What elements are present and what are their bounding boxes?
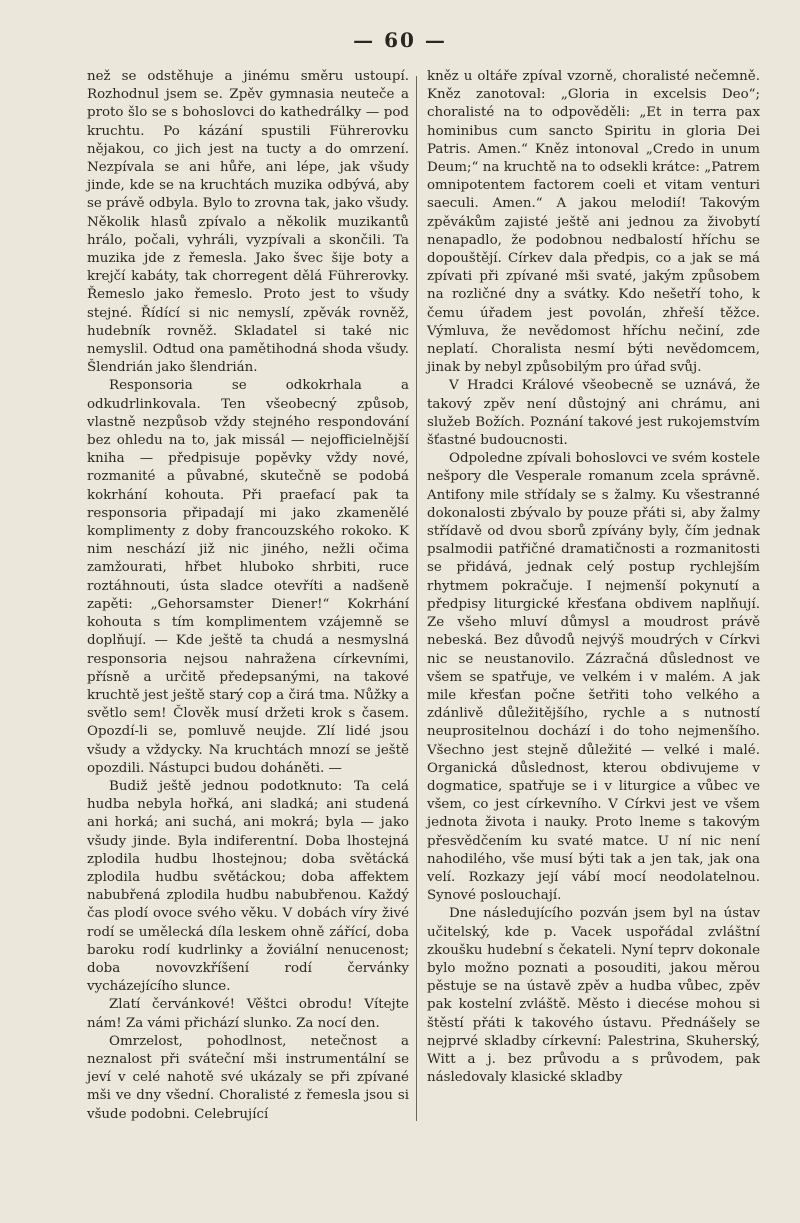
right-column <box>427 68 760 1087</box>
paragraph: Budiž ještě jednou podotknuto: Ta celá hudba nebyla hořká, ani sladká; ani studená ani horká; ani suchá, ani mokrá; byla — jako všudy jinde. Byla indiferentní. Doba lhostejná zplodila hudbu lhostejnou; doba světácká zplodila hudbu světáckou; doba affektem nabubřená zplodila hudbu nabubřenou. Každý čas plodí ovoce svého věku. V dobách víry živé rodí se umělecká díla leskem ohně zářící, doba baroku rodí kudrlinky a žoviální nenucenost; doba novovzkříšení rodí červánky vycházejícího slunce. <box>87 778 409 995</box>
paragraph: V Hradci Králové všeobecně se uznává, že takový zpěv není důstojný ani chrámu, ani služeb Božích. Poznání takové jest rukojemstvím šťastné budoucnosti. <box>427 378 760 449</box>
left-column <box>87 68 409 1124</box>
paragraph: Odpoledne zpívali bohoslovci ve svém kostele nešpory dle Vesperale romanum zcela správně. Antifony mile střídaly se s žalmy. Ku všestranné dokonalosti zbývalo by pouze přáti si, aby žalmy střídavě od dvou sborů zpívány byly, čím jednak psalmodii patřičné dramatičnosti a rozmanitosti se přidává, jednak celý postup rychlejším rhytmem pokračuje. I nejmenší pokynutí a předpisy liturgické křesťana obdivem naplňují. Ze všeho mluví důmysl a moudrost právě nebeská. Bez důvodů nejvýš moudrých v Církvi nic se neustanovilo. Zázračná důslednost ve všem se spatřuje, ve velkém i v malém. A jak mile křesťan počne šetřiti toho velkého a zdánlivě důležitějšího, rychle a s nutností neuprositelnou dochází i do toho nejmenšího. Všechno jest stejně důležité — velké i malé. Organická důslednost, kterou obdivujeme v dogmatice, spatřuje se i v liturgice a vůbec ve všem, co jest církevního. V Církvi jest ve všem jednota života i nauky. Proto lneme s takovým přesvědčením ku svaté matce. U ní nic není nahodilého, vše musí býti tak a jen tak, jak ona velí. Rozkazy její vábí mocí neodolatelnou. Synové poslouchají. <box>427 451 760 904</box>
page-number: — 60 — <box>353 28 447 52</box>
paragraph: Zlatí červánkové! Věštci obrodu! Vítejte nám! Za vámi přichází slunko. Za nocí den. <box>87 997 409 1031</box>
column-divider <box>416 76 417 1121</box>
paragraph: kněz u oltáře zpíval vzorně, choralisté nečemně. Kněz zanotoval: „Gloria in excelsis Deo“; choralisté na to odpověděli: „Et in terra pax hominibus cum sancto Spiritu in gloria Dei Patris. Amen.“ Kněz intonoval „Credo in unum Deum;“ na kruchtě na to odsekli krátce: „Patrem omnipotentem factorem coeli et vitam venturi saeculi. Amen.“ A jakou melodií! Takovým zpěvákům zajisté ještě ani jednou za živobytí nenapadlo, že podobnou nedbalostí hříchu se dopouštějí. Církev dala předpis, co a jak se má zpívati při zpívané mši svaté, jakým způsobem na rozličné dny a svátky. Kdo nešetří toho, k čemu úřadem jest povolán, zhřeší těžce. Výmluva, že nevědomost hříchu nečiní, zde neplatí. Choralista nesmí býti nevědomcem, jinak by nebyl způsobilým pro úřad svůj. <box>427 69 760 376</box>
paragraph: než se odstěhuje a jinému směru ustoupí. Rozhodnul jsem se. Zpěv gymnasia neuteče a proto šlo se s bohoslovci do kathedrálky — pod kruchtu. Po kázání spustili Führerovku nějakou, co jich jest na tucty a do omrzení. Nezpívala se ani hůře, ani lépe, jak všudy jinde, kde se na kruchtách muzika odbývá, aby se právě odbyla. Bylo to zrovna tak, jako všudy. Několik hlasů zpívalo a několik muzikantů hrálo, počali, vyhráli, vyzpívali a skončili. Ta muzika jde z řemesla. Jako švec šije boty a krejčí kabáty, tak chorregent dělá Führerovky. Řemeslo jako řemeslo. Proto jest to všudy stejné. Řídící si nic nemyslí, zpěvák rovněž, hudebník rovněž. Skladatel si také nic nemyslil. Odtud ona pamětihodná shoda všudy. Šlendrián jako šlendrián. <box>87 69 409 376</box>
paragraph: Responsoria se odkokrhala a odkudrlinkovala. Ten všeobecný způsob, vlastně nezpůsob vždy stejného respondování bez ohledu na to, jak missál — nejofficielnější kniha — předpisuje popěvky vždy nové, rozmanité a půvabné, skutečně se podobá kokrhání kohouta. Při praefací pak ta responsoria připadají mi jako zkamenělé komplimenty z doby francouzského rokoko. K nim neschází již nic jiného, nežli očima zamžourati, hřbet hluboko shrbiti, ruce roztáhnouti, ústa sladce otevříti a nadšeně zapěti: „Gehorsamster Diener!“ Kokrhání kohouta s tím komplimentem vzájemně se doplňují. — Kde ještě ta chudá a nesmyslná responsoria nejsou nahražena církevními, přísně a určitě předepsanými, na takové kruchtě jest ještě starý cop a čirá tma. Nůžky a světlo sem! Člověk musí držeti krok s časem. Opozdí-li se, pomluvě neujde. Zlí lidé jsou všudy a vždycky. Na kruchtách mnozí se ještě opozdili. Nástupci budou doháněti. — <box>87 378 409 776</box>
paragraph: Dne následujícího pozván jsem byl na ústav učitelský, kde p. Vacek uspořádal zvláštní zkoušku hudební s čekateli. Nyní teprv dokonale bylo možno poznati a posouditi, jakou měrou pěstuje se na ústavě zpěv a hudba vůbec, zpěv pak kostelní zvláště. Město i diecése mohou si štěstí přáti k takového ústavu. Přednášely se nejprvé skladby církevní: Palestrina, Skuherský, Witt a j. bez průvodu a s průvodem, pak následovaly klasické skladby <box>427 906 760 1086</box>
paragraph: Omrzelost, pohodlnost, netečnost a neznalost při sváteční mši instrumentální se jeví v celé nahotě své ukázaly se při zpívané mši ve dny všední. Choralisté z řemesla jsou si všude podobni. Celebrující <box>87 1033 409 1122</box>
